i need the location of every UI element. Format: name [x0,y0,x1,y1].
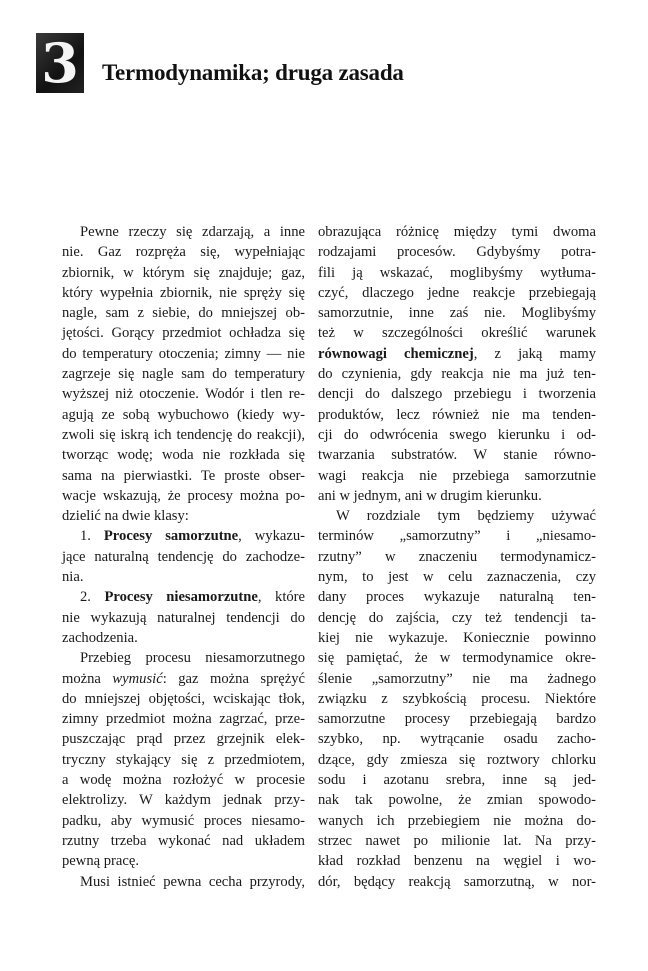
text-line [62,303,305,323]
text-segment: W rozdziale tym będziemy używać [336,508,596,525]
text-line [318,729,596,749]
text-segment: ślenie „samorzutny” nie ma żadnego [318,670,596,687]
text-segment: zbiornik, w którym się znajduje; gaz, [62,264,305,281]
text-line [62,506,305,526]
text-line [62,323,305,343]
text-line [318,466,596,486]
text-line [62,729,305,749]
text-segment: zwoli się iskrą ich tendencję do reakcji), [62,426,305,443]
italic-term: wymusić [112,670,163,687]
text-line [318,669,596,689]
text-segment: wanych ich przebiegiem nie można do- [318,812,596,829]
text-segment: kiej nie wykazuje. Koniecznie powinno [318,629,596,646]
text-line [62,425,305,445]
text-segment: do czynienia, gdy reakcja nie ma już ten- [318,366,596,383]
text-segment: rodzajami procesów. Gdybyśmy potra- [318,244,596,261]
text-segment: się pamiętać, że w termodynamice okre- [318,650,596,667]
text-segment: agują ze sobą wybuchowo (kiedy wy- [62,406,305,423]
text-line [318,547,596,567]
text-line [318,526,596,546]
text-segment: dencji do dalszego przebiegu i tworzenia [318,386,596,403]
bold-term: Procesy samorzutne [103,528,239,545]
text-segment: puszczając prąd przez grzejnik elek- [62,731,305,748]
text-line [318,831,596,851]
text-segment: nak tak powolne, że zmian spowodo- [318,792,596,809]
text-line [62,364,305,384]
text-segment: terminów „samorzutny” i „niesamo- [318,528,596,545]
text-segment: strzec nawet po milionie lat. Na przy- [318,832,596,849]
text-line [318,567,596,587]
text-segment: nagle, sam z siebie, do mniejszej ob- [62,305,305,322]
bold-term: Procesy niesamorzutne [104,589,258,606]
text-segment: można [62,670,113,687]
text-segment: pewną pracę. [62,853,139,870]
text-line [62,384,305,404]
text-column-left [62,222,305,892]
text-segment: szybko, np. wytrącanie osadu zacho- [318,731,596,748]
text-segment: zimny przedmiot można zagrzać, prze- [62,711,305,728]
text-line [318,222,596,242]
text-line [62,709,305,729]
text-line [318,648,596,668]
text-line [318,790,596,810]
text-segment: obrazująca różnicę między tymi dwoma [318,224,596,240]
text-segment: a wodę można rozłożyć w procesie [62,772,305,789]
text-line [318,445,596,465]
text-segment: jętości. Gorący przedmiot ochładza się [62,325,305,342]
text-line [318,770,596,790]
text-line [318,689,596,709]
text-segment: fili ją wskazać, moglibyśmy wytłuma- [318,264,596,281]
text-line [318,811,596,831]
text-line [318,405,596,425]
text-segment: dany proces wykazuje naturalną ten- [318,589,596,606]
text-segment: , wykazu- [238,528,305,545]
text-segment: też w szczególności określić warunek [318,325,596,342]
text-segment: produktów, lecz również nie ma tenden- [318,406,596,423]
text-segment: nie. Gaz rozpręża się, wypełniając [62,244,305,261]
text-line [62,263,305,283]
text-line [62,526,305,546]
text-segment: padku, aby wymusić proces niesamo- [62,812,305,829]
text-line [62,344,305,364]
text-line [318,425,596,445]
text-segment: rzutny” w znaczeniu termodynamicz- [318,548,596,565]
chapter-number-badge [36,33,84,93]
text-line [318,303,596,323]
text-segment: samorzutnie, inne zaś nie. Moglibyśmy [318,305,596,322]
bold-term: równowagi chemicznej [318,345,474,362]
text-line [62,628,305,648]
chapter-title: Termodynamika; druga zasada [102,60,404,85]
text-line [318,608,596,628]
text-segment: dencję do zajścia, czy też tendencji ta- [318,609,596,626]
text-segment: 2. [80,589,105,606]
text-segment: samorzutne procesy przebiegają bardzo [318,711,596,728]
text-line [62,750,305,770]
text-segment: zachodzenia. [62,629,138,646]
text-segment: do mniejszej objętości, wciskając tłok, [62,690,305,707]
text-line [62,445,305,465]
text-line [318,851,596,871]
text-line [62,872,305,892]
text-line [318,587,596,607]
text-line [62,648,305,668]
text-segment: twarzania substratów. W stanie równo- [318,447,596,464]
text-segment: nie wykazują naturalnej tendencji do [62,609,305,626]
text-segment: wacje wskazują, że procesy można po- [62,487,305,504]
text-line [318,283,596,303]
text-segment: Musi istnieć pewna cecha przyrody, [80,873,305,890]
text-line [62,790,305,810]
text-line [318,323,596,343]
text-segment: ani w jednym, ani w drugim kierunku. [318,487,542,504]
text-segment: jące naturalną tendencję do zachodze- [62,548,305,565]
text-segment: sodu i azotanu srebra, inne są jed- [318,772,596,789]
text-segment: który wypełnia zbiornik, nie spręży się [62,284,305,301]
text-line [62,405,305,425]
text-line [318,364,596,384]
text-line [318,486,596,506]
text-line [62,669,305,689]
text-segment: tryczny stykający się z przedmiotem, [62,751,305,768]
text-segment: związku z szybkością procesu. Niektóre [318,690,596,707]
text-line [62,851,305,871]
text-line [62,283,305,303]
text-line [62,547,305,567]
text-line [318,263,596,283]
text-segment: , które [257,589,306,606]
text-line [318,506,596,526]
text-segment: : gaz można sprężyć [162,670,305,687]
text-segment: do temperatury otoczenia; zimny — nie [62,345,305,362]
text-line [62,567,305,587]
text-line [62,486,305,506]
text-segment: 1. [80,528,104,545]
text-segment: zagrzeje się nagle sam do temperatury [62,366,305,383]
text-segment: czyć, dlaczego jedne reakcje przebiegają [318,284,596,301]
text-segment: elektrolizy. W każdym jednak przy- [62,792,305,809]
text-segment: cji do odwrócenia swego kierunku i od- [318,426,596,443]
text-segment: kład rozkład benzenu na węgiel i wo- [318,853,596,870]
text-segment: Przebieg procesu niesamorzutnego [80,650,305,667]
text-segment: nym, to jest w celu zaznaczenia, czy [318,569,596,586]
text-segment: , z jaką mamy [473,345,596,362]
text-segment: wyższej niż otoczenie. Wodór i tlen re- [62,386,305,403]
text-line [318,242,596,262]
text-line [62,242,305,262]
text-line [318,750,596,770]
text-line [318,344,596,364]
text-segment: dzące, gdy zmiesza się roztwory chlorku [318,751,596,768]
text-segment: rzutny trzeba wykonać nad układem [62,832,305,849]
text-line [318,628,596,648]
text-line [62,222,305,242]
text-column-right [318,222,596,892]
text-segment: tworząc wodę; woda nie rozkłada się [62,447,305,464]
text-segment: nia. [62,569,84,586]
text-segment: dzielić na dwie klasy: [62,508,189,525]
text-segment: sama na pierwiastki. Te proste obser- [62,467,305,484]
text-line [62,831,305,851]
text-line [318,384,596,404]
text-line [62,587,305,607]
text-line [62,770,305,790]
text-segment: dór, będący reakcją samorzutną, w nor- [318,873,596,890]
text-segment: wagi reakcja nie przebiega samorzutnie [318,467,596,484]
text-line [318,709,596,729]
text-line [62,466,305,486]
chapter-number: 3 [41,31,79,95]
text-line [62,608,305,628]
text-line [318,872,596,892]
text-line [62,811,305,831]
text-segment: Pewne rzeczy się zdarzają, a inne [80,224,305,240]
text-line [62,689,305,709]
